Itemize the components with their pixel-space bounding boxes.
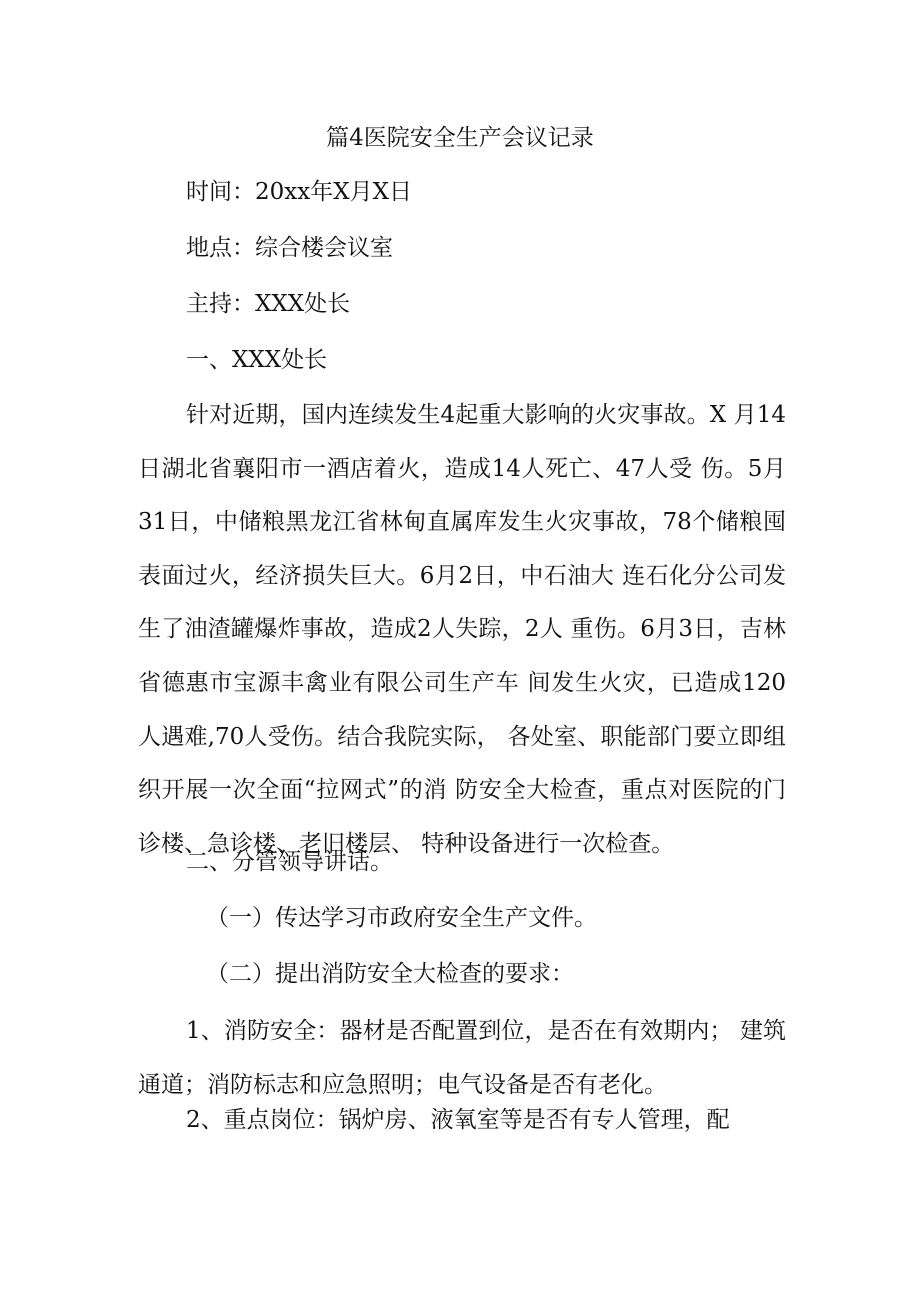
document-title: 篇4医院安全生产会议记录 — [326, 125, 594, 151]
meeting-place: 地点：综合楼会议室 — [186, 235, 393, 261]
subsection-two: （二）提出消防安全大检查的要求： — [206, 961, 574, 987]
requirement-item-1: 1、消防安全：器材是否配置到位，是否在有效期内； 建筑通道；消防标志和应急照明；电气设备是否有老化。 — [138, 1018, 786, 1098]
section-one-body: 针对近期，国内连续发生4起重大影响的火灾事故。X 月14日湖北省襄阳市一酒店着火，造成14人死亡、47人受 伤。5月31日，中储粮黑龙江省林甸直属库发生火灾事故，78个储粮囤表面过火，经济损失巨大。6月2日，中石油大 连石化分公司发生了油渣罐爆炸事故，造成2人失踪，2人 重伤。6月3日，吉林省德惠市宝源丰禽业有限公司生产车 间发生火灾，已造成120人遇难,70人受伤。结合我院实际， 各处室、职能部门要立即组织开展一次全面“拉网式”的消 防安全大检查，重点对医院的门诊楼、急诊楼、老旧楼层、 特种设备进行一次检查。 — [138, 402, 786, 857]
requirement-item-2: 2、重点岗位：锅炉房、液氧室等是否有专人管理，配 — [186, 1107, 730, 1133]
meeting-time: 时间：20xx年X月X日 — [186, 179, 412, 205]
meeting-host: 主持：XXX处长 — [186, 291, 351, 317]
section-two-heading: 二、分管领导讲话。 — [186, 849, 393, 875]
section-one-heading: 一、XXX处长 — [186, 347, 328, 373]
subsection-one: （一）传达学习市政府安全生产文件。 — [206, 905, 597, 931]
